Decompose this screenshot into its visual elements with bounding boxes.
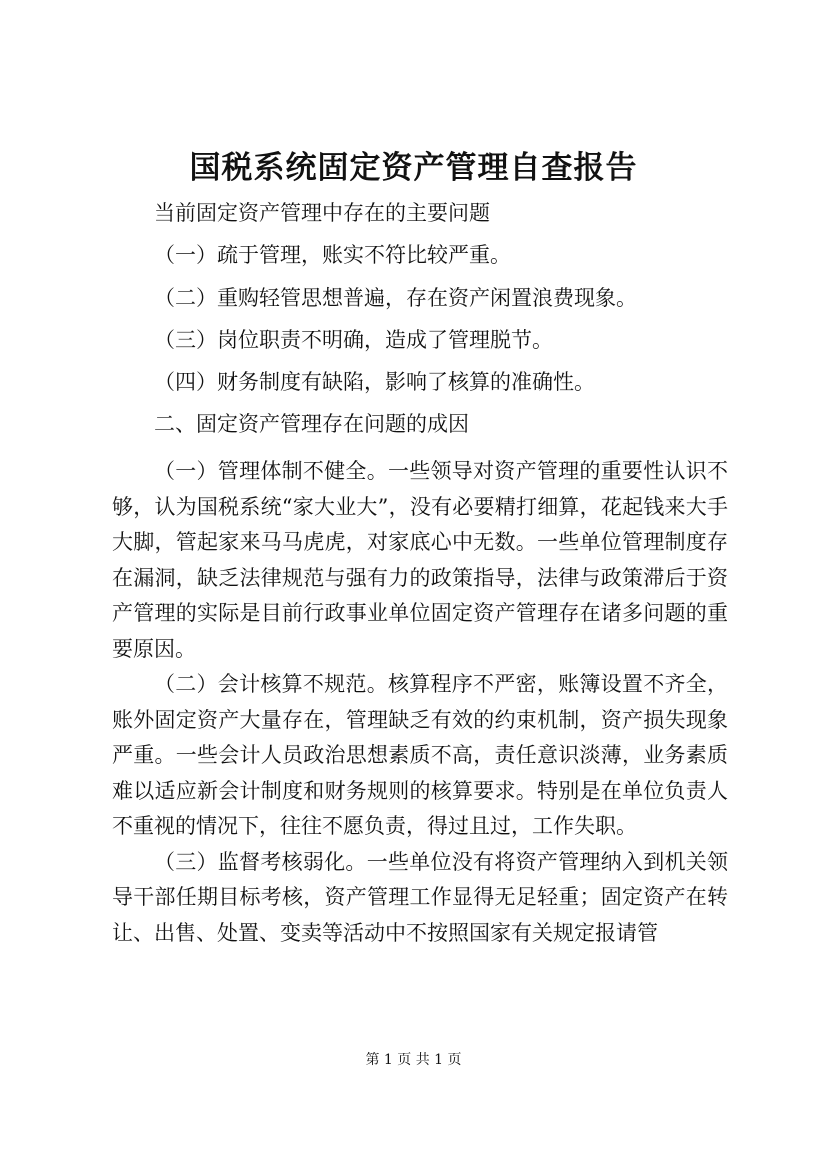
problem-item-2: （二）重购轻管思想普遍，存在资产闲置浪费现象。 [154,286,637,310]
problem-item-4: （四）财务制度有缺陷，影响了核算的准确性。 [154,370,595,394]
problem-item-1: （一）疏于管理，账实不符比较严重。 [154,243,511,267]
cause-paragraph-1: （一）管理体制不健全。一些领导对资产管理的重要性认识不够，认为国税系统“家大业大”，没有必要精打细算，花起钱来大手大脚，管起家来马马虎虎，对家底心中无数。一些单位管理制度存在漏洞，缺乏法律规范与强有力的政策指导，法律与政策滞后于资产管理的实际是目前行政事业单位固定资产管理存在诸多问题的重要原因。 [112,459,728,661]
document-title: 国税系统固定资产管理自查报告 [189,150,638,186]
cause-paragraphs [112,454,728,951]
cause-paragraph-3: （三）监督考核弱化。一些单位没有将资产管理纳入到机关领导干部任期目标考核，资产管理工作显得无足轻重；固定资产在转让、出售、处置、变卖等活动中不按照国家有关规定报请管 [112,849,728,945]
section-heading-problems: 当前固定资产管理中存在的主要问题 [154,201,490,225]
page-footer: 第 1 页 共 1 页 [365,1052,462,1068]
cause-paragraph-2: （二）会计核算不规范。核算程序不严密，账簿设置不齐全，账外固定资产大量存在，管理缺乏有效的约束机制，资产损失现象严重。一些会计人员政治思想素质不高，责任意识淡薄，业务素质难以适应新会计制度和财务规则的核算要求。特别是在单位负责人不重视的情况下，往往不愿负责，得过且过，工作失职。 [112,672,728,838]
section-heading-causes: 二、固定资产管理存在问题的成因 [154,412,469,436]
problem-item-3: （三）岗位职责不明确，造成了管理脱节。 [154,328,553,352]
